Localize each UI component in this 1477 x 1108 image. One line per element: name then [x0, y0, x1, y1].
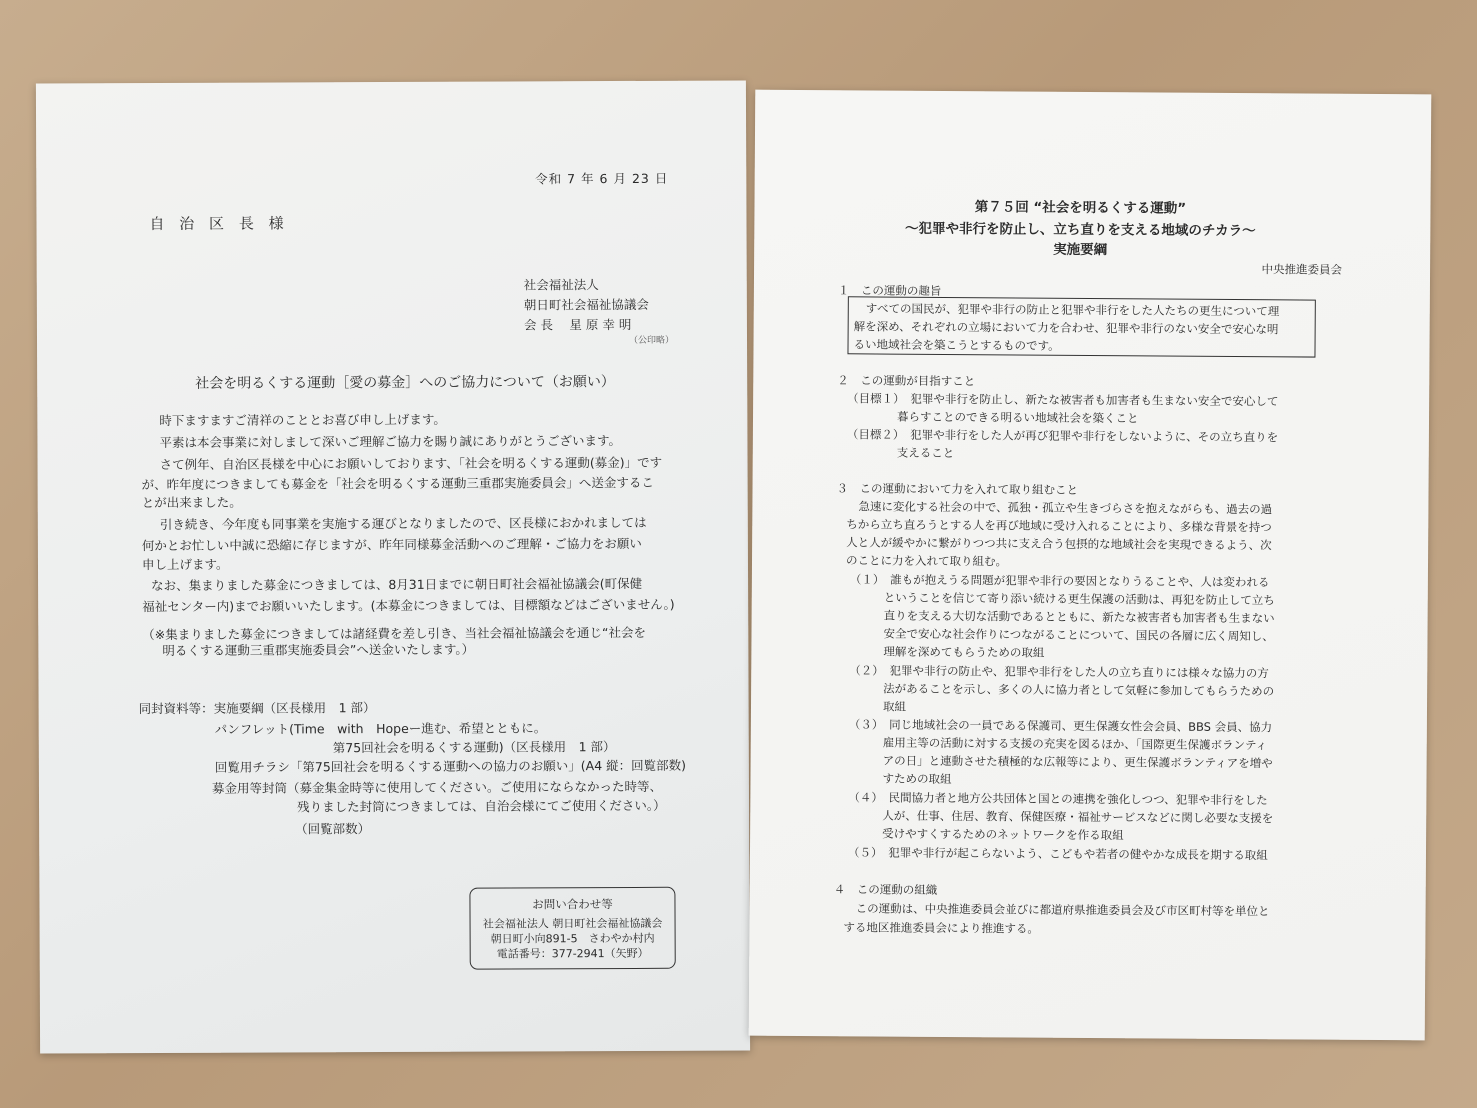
focus-item-line: 直りを支える大切な活動であるとともに、新たな被害者も加害者も生まない: [883, 608, 1275, 626]
goal-line: 支えること: [896, 445, 955, 461]
focus-item-line: 理解を深めてもらうための取組: [883, 644, 1045, 660]
sender-president: 会 長 星 原 幸 明: [523, 316, 632, 333]
focus-intro-line: 人と人が緩やかに繋がりつつ共に支え合う包摂的な地域社会を実現できるよう、次: [846, 535, 1272, 553]
section-heading: ４ この運動の組織: [833, 882, 938, 897]
organization-line: する地区推進委員会により推進する。: [843, 920, 1040, 936]
letter-subject: 社会を明るくする運動［愛の募金］へのご協力について（お願い）: [195, 374, 615, 392]
note-line: 明るくする運動三重郡実施委員会”へ送金いたします。）: [162, 641, 475, 659]
contact-heading: お問い合わせ等: [532, 897, 613, 912]
sender-org-name: 朝日町社会福祉協議会: [523, 296, 649, 313]
outline-subtitle: ～犯罪や非行を防止し、立ち直りを支える地域のチカラ～: [904, 220, 1256, 240]
focus-item-line: 取組: [882, 699, 907, 714]
enclosure-line: パンフレット(Time with Hopeー進む、希望とともに。: [214, 720, 547, 737]
focus-intro-line: 急速に変化する社会の中で、孤独・孤立や生きづらさを抱えながらも、過去の過: [858, 499, 1273, 517]
letter-addressee: 自 治 区 長 様: [149, 214, 289, 234]
body-line: さて例年、自治区長様を中心にお願いしております、「社会を明るくする運動(募金)」です: [159, 454, 663, 473]
focus-item-line: 安全で安心な社会作りにつながることについて、国民の各層に広く周知し、: [883, 626, 1274, 644]
committee-name: 中央推進委員会: [1261, 262, 1343, 277]
focus-item-line: （１） 誰もが抱えうる問題が犯罪や非行の要因となりうることや、人は変われる: [849, 572, 1270, 590]
goal-line: （目標１） 犯罪や非行を防止し、新たな被害者も加害者も生まない安全で安心して: [847, 391, 1279, 409]
focus-item-line: （３） 同じ地域社会の一員である保護司、更生保護女性会会員、BBS 会員、協力: [848, 717, 1273, 735]
note-line: （※集まりました募金につきましては諸経費を差し引き、当社会福祉協議会を通じ“社会を: [142, 624, 647, 643]
focus-item-line: （５） 犯罪や非行が起こらないよう、こどもや若者の健やかな成長を期する取組: [847, 845, 1268, 863]
focus-item-line: （２） 犯罪や非行の防止や、犯罪や非行をした人の立ち直りには様々な協力の方: [849, 663, 1269, 681]
focus-item-line: アの日」と連動させた積極的な広報等により、更生保護ボランティアを増や: [882, 753, 1273, 771]
contact-box: [469, 887, 675, 970]
focus-intro-line: のことに力を入れて取り組む。: [845, 553, 1008, 569]
enclosure-line: 残りました封筒につきましては、自治会様にてご使用ください。）: [297, 797, 666, 815]
body-line: 何かとお忙しい中誠に恐縮に存じますが、昨年同様募金活動へのご理解・ご協力をお願い: [141, 535, 642, 554]
focus-intro-line: ちから立ち直ろうとする人を再び地域に受け入れることにより、多様な背景を持つ: [846, 517, 1272, 535]
body-line: 福祉センター内)までお願いいたします。(本募金につきましては、目標額などはございません。): [142, 596, 675, 615]
goal-line: 暮らすことのできる明るい地域社会を築くこと: [896, 409, 1139, 426]
section-heading: ３ この運動において力を入れて取り組むこと: [836, 481, 1079, 497]
purpose-line: 解を深め、それぞれの立場において力を合わせ、犯罪や非行のない安全で安心な明: [853, 319, 1279, 337]
body-line: 申し上げます。: [141, 556, 229, 573]
body-line: とが出来ました。: [141, 494, 242, 511]
section-heading: １ この運動の趣旨: [837, 283, 942, 298]
contact-org: 社会福祉法人 朝日町社会福祉協議会: [482, 916, 663, 931]
seal-note: （公印略）: [628, 335, 675, 346]
body-line: 引き続き、今年度も同事業を実施する運びとなりましたので、区長様におかれましては: [159, 514, 647, 533]
body-line: 時下ますますご清祥のこととお喜び申し上げます。: [159, 411, 446, 429]
purpose-line: すべての国民が、犯罪や非行の防止と犯罪や非行をした人たちの更生について理: [865, 301, 1280, 319]
sender-org-type: 社会福祉法人: [523, 277, 599, 293]
focus-item-line: 人が、仕事、住居、教育、保健医療・福祉サービスなどに関し必要な支援を: [882, 808, 1274, 826]
outline-title-suffix: 実施要綱: [1053, 241, 1108, 259]
focus-item-line: （４） 民間協力者と地方公共団体と国との連携を強化しつつ、犯罪や非行をした: [848, 790, 1268, 808]
goal-line: （目標２） 犯罪や非行をした人が再び犯罪や非行をしないように、その立ち直りを: [846, 427, 1279, 445]
enclosure-line: 第75回社会を明るくする運動)（区長様用 1 部）: [332, 739, 616, 756]
body-line: が、昨年度につきましても募金を「社会を明るくする運動三重郡実施委員会」へ送金するこ: [141, 474, 654, 493]
body-line: なお、集まりました募金につきましては、8月31日までに朝日町社会福祉協議会(町保健: [151, 575, 643, 594]
outline-page: [749, 90, 1432, 1041]
letter-date: 令和 7 年 6 月 23 日: [535, 170, 669, 187]
focus-item-line: ということを信じて寄り添い続ける更生保護の活動は、再犯を防止して立ち: [883, 590, 1275, 608]
body-line: 平素は本会事業に対しまして深いご理解ご協力を賜り誠にありがとうございます。: [159, 433, 621, 451]
outline-title: 第７５回 “社会を明るくする運動”: [974, 199, 1187, 217]
enclosure-line: （回覧部数）: [295, 821, 371, 837]
contact-phone: 電話番号：377-2941（矢野）: [496, 946, 649, 961]
focus-item-line: 雇用主等の活動に対する支援の充実を図るほか、「国際更生保護ボランティ: [882, 735, 1268, 753]
contact-address: 朝日町小向891-5 さわやか村内: [490, 931, 655, 946]
focus-item-line: 法があることを示し、多くの人に協力者として気軽に参加してもらうための: [883, 681, 1275, 699]
organization-line: この運動は、中央推進委員会並びに都道府県推進委員会及び市区町村等を単位と: [855, 901, 1270, 919]
enclosure-line: 募金用等封筒（募金集金時等に使用してください。ご使用にならなかった時等、: [211, 778, 663, 796]
purpose-line: るい地域社会を築こうとするものです。: [853, 337, 1060, 353]
focus-item-line: 受けやすくするためのネットワークを作る取組: [882, 826, 1124, 843]
enclosure-line: 回覧用チラシ「第75回社会を明るくする運動への協力のお願い」(A4 縦：回覧部数): [214, 757, 687, 775]
letter-page: [36, 80, 750, 1053]
focus-item-line: すための取組: [882, 771, 952, 787]
enclosure-line: 同封資料等：実施要綱（区長様用 1 部）: [138, 700, 376, 717]
section-heading: ２ この運動が目指すこと: [837, 373, 976, 389]
